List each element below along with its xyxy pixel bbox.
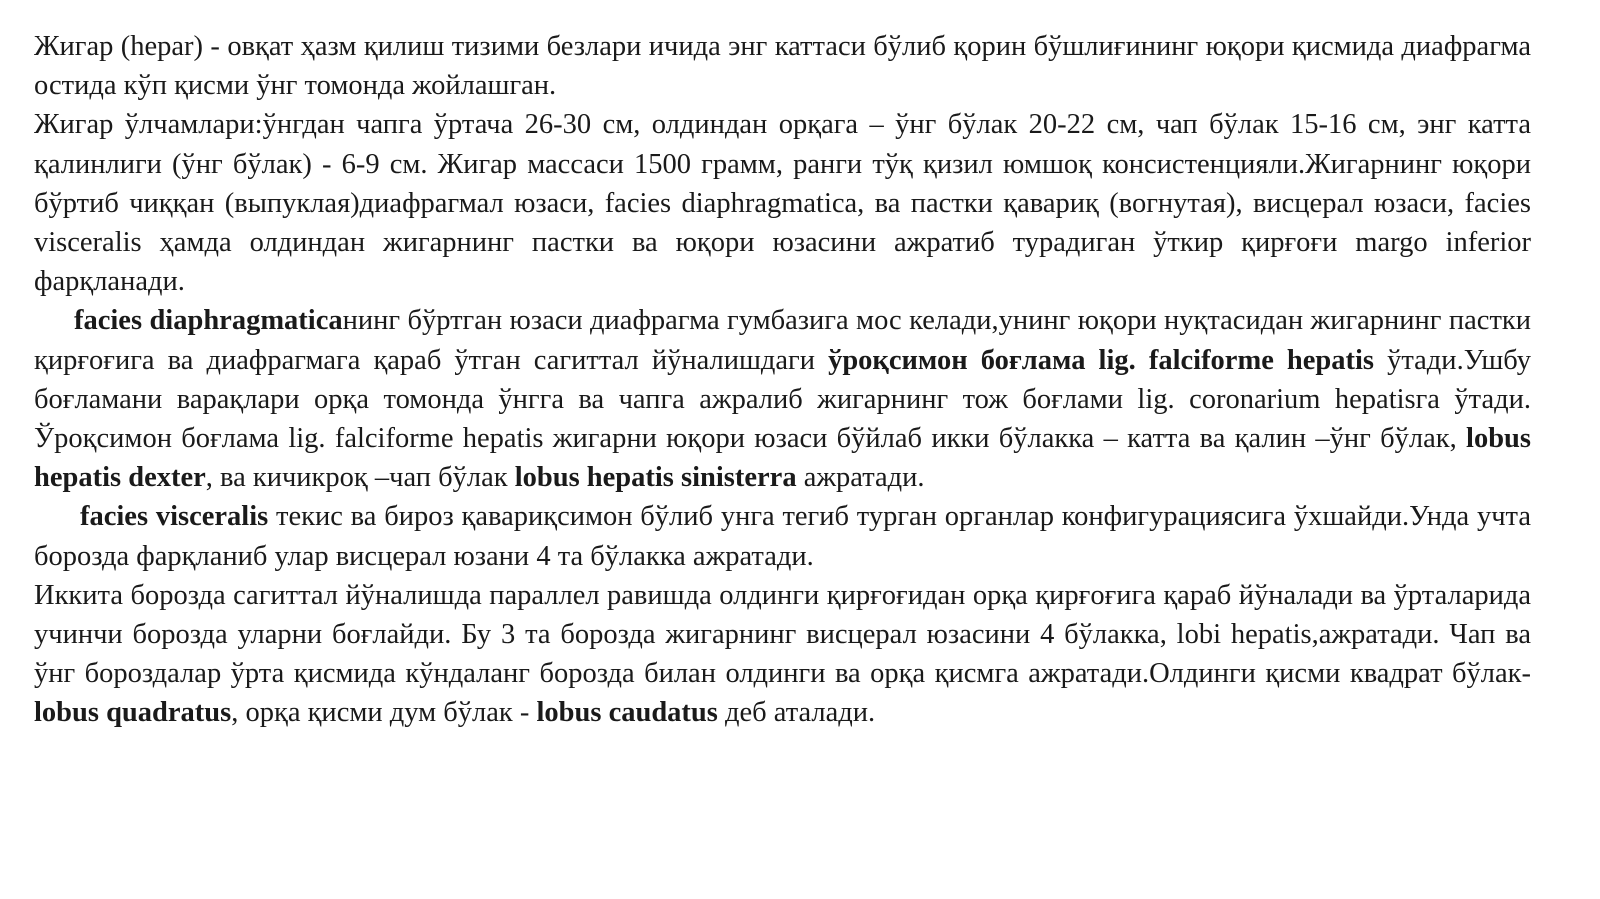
paragraph-dimensions [34, 105, 1531, 301]
text-segment: текис ва бироз қавариқсимон бўлиб унга тегиб турган органлар конфигурациясига ўхшайди.Унда учта борозда фарқланиб улар висцерал юзани 4 та бўлакка ажратади. [34, 501, 1531, 572]
intro-text: Жигар (hepar) - овқат ҳазм қилиш тизими безлари ичида энг каттаси бўлиб қорин бўшлиғининг юқори қисмида диафрагма остида кўп қисми ўнг томонда жойлашган. [34, 31, 1531, 102]
term-caudate-lobe: lobus caudatus [536, 697, 718, 729]
document-body [34, 27, 1531, 733]
text-segment: Иккита борозда сагиттал йўналишда параллел равишда олдинги қирғоғидан орқа қирғоғига қараб йўналади ва ўрталарида учинчи борозда уларни боғлайди. Бу 3 та борозда жигарнинг висцерал юзасини 4 бўлакка, lobi hepatis,ажратади. Чап ва ўнг бороздалар ўрта қисмида кўндаланг борозда билан олдинги ва орқа қисмга ажратади.Олдинги қисми квадрат бўлак- [34, 579, 1531, 690]
dimensions-text: Жигар ўлчамлари:ўнгдан чапга ўртача 26-30 см, олдиндан орқага – ўнг бўлак 20-22 см, чап бўлак 15-16 см, энг катта қалинлиги (ўнг бўлак) - 6-9 см. Жигар массаси 1500 грамм, ранги тўқ қизил юмшоқ консистенцияли.Жигарнинг юқори бўртиб чиққан (выпуклая)диафрагмал юзаси, facies diaphragmatica, ва пастки қавариқ (вогнутая), висцерал юзаси, facies visceralis ҳамда олдиндан жигарнинг пастки ва юқори юзасини ажратиб турадиган ўткир қирғоғи margo inferior фарқланади. [34, 109, 1531, 298]
text-segment: ўтади.Ушбу боғламани варақлари орқа томонда ўнгга ва чапга ажралиб жигарнинг тож боғлами lig. coronarium hepatisга ўтади. Ўроқсимон боғлама lig. falciforme hepatis жигарни юқори юзаси бўйлаб икки бўлакка – катта ва қалин –ўнг бўлак, [34, 344, 1531, 455]
text-segment: ажратади. [796, 462, 925, 494]
term-facies-visceralis: facies visceralis [80, 501, 269, 533]
term-falciform-ligament: ўроқсимон боғлама lig. falciforme hepatis [828, 344, 1375, 376]
term-left-lobe: lobus hepatis sinisterra [514, 462, 797, 494]
text-segment: деб аталади. [717, 697, 876, 729]
term-right-lobe: lobus hepatis dexter [34, 423, 1531, 494]
term-facies-diaphragmatica: facies diaphragmatica [74, 305, 343, 337]
text-segment: , орқа қисми дум бўлак - [231, 697, 537, 729]
paragraph-visceral-surface [34, 497, 1531, 575]
paragraph-diaphragmatic-surface [34, 301, 1531, 497]
text-segment: нинг бўртган юзаси диафрагма гумбазига мос келади,унинг юқори нуқтасидан жигарнинг пастки қирғоғига ва диафрагмага қараб ўтган сагиттал йўналишдаги [34, 305, 1531, 376]
paragraph-grooves [34, 576, 1531, 733]
term-quadrate-lobe: lobus quadratus [34, 697, 232, 729]
text-segment: , ва кичикроқ –чап бўлак [205, 462, 515, 494]
paragraph-intro [34, 27, 1531, 105]
